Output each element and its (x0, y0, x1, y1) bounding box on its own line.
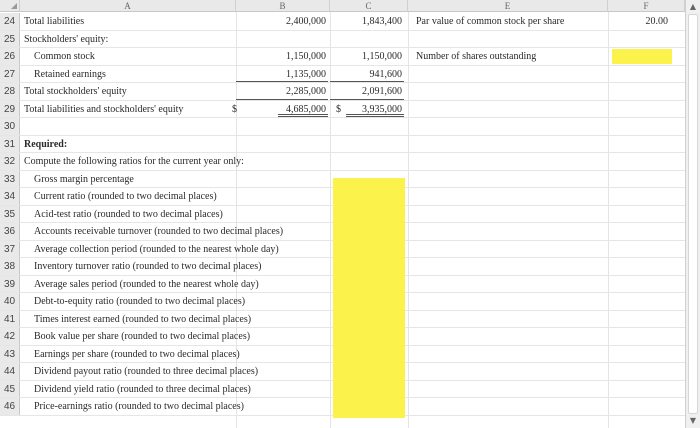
ratio-label[interactable]: Book value per share (rounded to two decimal places) (34, 331, 251, 342)
scroll-up-icon[interactable]: ▲ (689, 2, 697, 11)
cell-b27[interactable]: 1,135,000 (236, 66, 328, 83)
table-row (0, 13, 685, 31)
cell-c27[interactable]: 941,600 (330, 66, 404, 83)
column-header-f[interactable]: F (608, 0, 685, 12)
cell-e26[interactable]: Number of shares outstanding (416, 51, 537, 62)
scrollbar-thumb[interactable] (688, 14, 698, 414)
row-number[interactable]: 38 (0, 258, 20, 275)
cell-a31[interactable]: Required: (24, 138, 68, 150)
ratio-label[interactable]: Current ratio (rounded to two decimal places) (34, 191, 217, 202)
ratio-label[interactable]: Average collection period (rounded to the nearest whole day) (34, 243, 279, 255)
cell-a26[interactable]: Common stock (34, 51, 95, 62)
select-all-corner[interactable] (0, 0, 20, 12)
row-number[interactable]: 43 (0, 346, 20, 363)
input-cell-f26[interactable] (612, 49, 672, 64)
row-number[interactable]: 31 (0, 136, 20, 153)
table-row (0, 153, 685, 171)
row-number[interactable]: 39 (0, 276, 20, 293)
cell-b24[interactable]: 2,400,000 (286, 16, 326, 27)
row-number[interactable]: 29 (0, 101, 20, 118)
row-number[interactable]: 46 (0, 398, 20, 415)
ratio-label[interactable]: Average sales period (rounded to the nearest whole day) (34, 278, 259, 290)
column-header-a[interactable]: A (20, 0, 236, 12)
ratio-label[interactable]: Earnings per share (rounded to two decimal places) (34, 348, 240, 360)
cell-a32[interactable]: Compute the following ratios for the current year only: (24, 156, 244, 167)
table-row (0, 118, 685, 136)
column-header-c[interactable]: C (330, 0, 408, 12)
row-number[interactable]: 24 (0, 13, 20, 30)
column-header-e[interactable]: E (408, 0, 608, 12)
ratio-label[interactable]: Dividend payout ratio (rounded to three decimal places) (34, 366, 259, 377)
row-number[interactable]: 33 (0, 171, 20, 188)
row-number[interactable]: 35 (0, 206, 20, 223)
answer-input-range[interactable] (333, 178, 405, 418)
cell-b29[interactable]: 4,685,000 (278, 101, 328, 118)
cell-a28[interactable]: Total stockholders' equity (24, 86, 127, 97)
row-number[interactable]: 37 (0, 241, 20, 258)
row-number[interactable]: 40 (0, 293, 20, 310)
table-row (0, 101, 685, 119)
ratio-label[interactable]: Inventory turnover ratio (rounded to two decimal places) (34, 261, 262, 272)
vertical-scrollbar[interactable] (685, 0, 700, 428)
row-number[interactable]: 36 (0, 223, 20, 240)
row-number[interactable]: 26 (0, 48, 20, 65)
table-row (0, 136, 685, 154)
ratio-label[interactable]: Debt-to-equity ratio (rounded to two decimal places) (34, 296, 246, 307)
cell-a25[interactable]: Stockholders' equity: (24, 33, 109, 45)
table-row (0, 31, 685, 49)
cell-b26[interactable]: 1,150,000 (286, 51, 326, 62)
ratio-label[interactable]: Times interest earned (rounded to two decimal places) (34, 313, 252, 325)
ratio-label[interactable]: Acid-test ratio (rounded to two decimal places) (34, 208, 223, 220)
table-row (0, 83, 685, 101)
cell-c26[interactable]: 1,150,000 (362, 51, 402, 62)
cell-e24[interactable]: Par value of common stock per share (416, 16, 565, 27)
currency-symbol: $ (232, 103, 237, 115)
cell-a24[interactable]: Total liabilities (24, 16, 85, 27)
row-number[interactable]: 32 (0, 153, 20, 170)
row-number[interactable]: 34 (0, 188, 20, 205)
row-number[interactable]: 30 (0, 118, 20, 135)
cell-a29[interactable]: Total liabilities and stockholders' equity (24, 103, 184, 115)
ratio-label[interactable]: Price-earnings ratio (rounded to two decimal places) (34, 401, 244, 412)
ratio-label[interactable]: Dividend yield ratio (rounded to three decimal places) (34, 383, 251, 395)
cell-c24[interactable]: 1,843,400 (362, 16, 402, 27)
cell-c28[interactable]: 2,091,600 (330, 83, 404, 100)
cell-a27[interactable]: Retained earnings (34, 68, 106, 80)
currency-symbol: $ (336, 103, 341, 115)
ratio-label[interactable]: Gross margin percentage (34, 173, 134, 185)
row-number[interactable]: 25 (0, 31, 20, 48)
row-number[interactable]: 41 (0, 311, 20, 328)
row-number[interactable]: 45 (0, 381, 20, 398)
row-number[interactable]: 44 (0, 363, 20, 380)
ratio-label[interactable]: Accounts receivable turnover (rounded to two decimal places) (34, 226, 284, 237)
cell-f24[interactable]: 20.00 (645, 16, 668, 27)
cell-c29[interactable]: 3,935,000 (346, 101, 404, 118)
table-row (0, 66, 685, 84)
row-number[interactable]: 28 (0, 83, 20, 100)
scroll-down-icon[interactable]: ▼ (689, 416, 697, 425)
column-header-b[interactable]: B (236, 0, 330, 12)
row-number[interactable]: 42 (0, 328, 20, 345)
cell-b28[interactable]: 2,285,000 (236, 83, 328, 100)
row-number[interactable]: 27 (0, 66, 20, 83)
table-row (0, 48, 685, 66)
